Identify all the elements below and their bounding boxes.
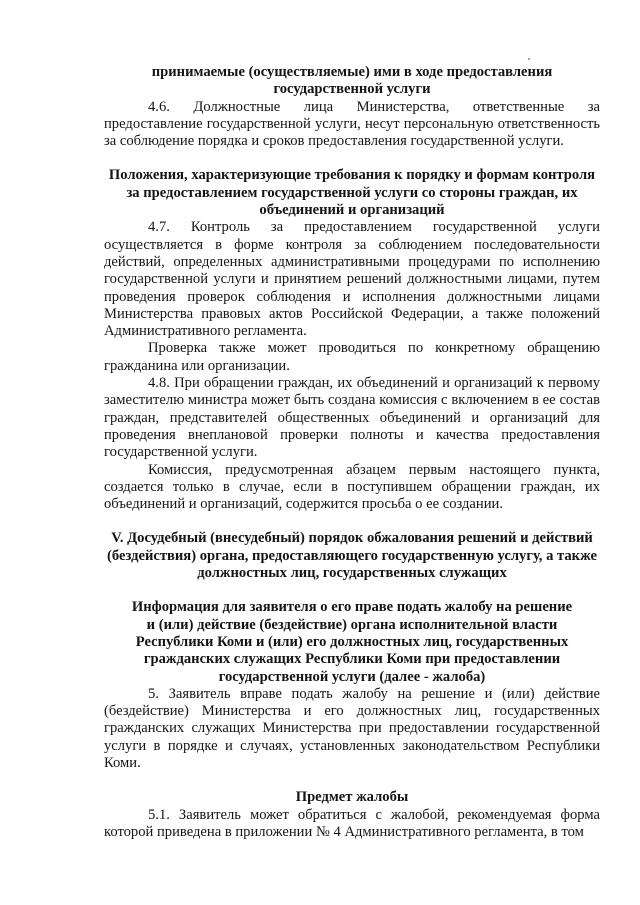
spacer bbox=[104, 513, 600, 530]
heading-control: Положения, характеризующие требования к порядку и формам контроля за предоставлением государственной услуги со стороны граждан, их объединений и организаций bbox=[108, 167, 596, 219]
spacer bbox=[104, 772, 600, 789]
paragraph-check: Проверка также может проводиться по конкретному обращению гражданина или организации. bbox=[104, 340, 600, 374]
paragraph-4-7: 4.7. Контроль за предоставлением государственной услуги осуществляется в форме контроля за соблюдением последовательности действий, определенных административными процедурами по исполнению государственной услуги и принятием решений должностными лицами, путем проведения проверок соблюдения и исполнения должностными лицами Министерства правовых актов Российской Федерации, а также положений Административного регламента. bbox=[104, 219, 600, 340]
heading-subject: Предмет жалобы bbox=[295, 789, 409, 806]
heading-info: Информация для заявителя о его праве подать жалобу на решение и (или) действие (бездействие) органа исполнительной власти Республики Коми и (или) его должностных лиц, государственных гражданских служащих Республики Коми при предоставлении государственной услуги (далее - жалоба) bbox=[131, 599, 573, 685]
spacer bbox=[104, 150, 600, 167]
paragraph-5: 5. Заявитель вправе подать жалобу на решение и (или) действие (бездействие) Министерства и его должностных лиц, государственных гражданских служащих Министерства при предоставлении государственной услуги в порядке и случаях, установленных законодательством Республики Коми. bbox=[104, 685, 600, 771]
paragraph-5-1: 5.1. Заявитель может обратиться с жалобой, рекомендуемая форма которой приведена в приложении № 4 Административного регламента, в том bbox=[104, 806, 600, 840]
spacer bbox=[104, 582, 600, 599]
paragraph-4-6: 4.6. Должностные лица Министерства, ответственные за предоставление государственной услуги, несут персональную ответственность за соблюдение порядка и сроков предоставления государственной услуги. bbox=[104, 98, 600, 150]
paragraph-commission: Комиссия, предусмотренная абзацем первым настоящего пункта, создается только в случае, если в поступившем обращении граждан, их объединений и организаций, содержится просьба о ее создании. bbox=[104, 461, 600, 513]
paragraph-4-8: 4.8. При обращении граждан, их объединений и организаций к первому заместителю министра может быть создана комиссия с включением в ее состав граждан, представителей общественных объединений и организаций для проведения внеплановой проверки полноты и качества предоставления государственной услуги. bbox=[104, 375, 600, 461]
scan-dot bbox=[528, 58, 530, 60]
continuation-heading: принимаемые (осуществляемые) ими в ходе предоставления государственной услуги bbox=[151, 64, 553, 98]
heading-section-5: V. Досудебный (внесудебный) порядок обжалования решений и действий (бездействия) органа, предоставляющего государственную услугу, а также должностных лиц, государственных служащих bbox=[107, 530, 597, 582]
